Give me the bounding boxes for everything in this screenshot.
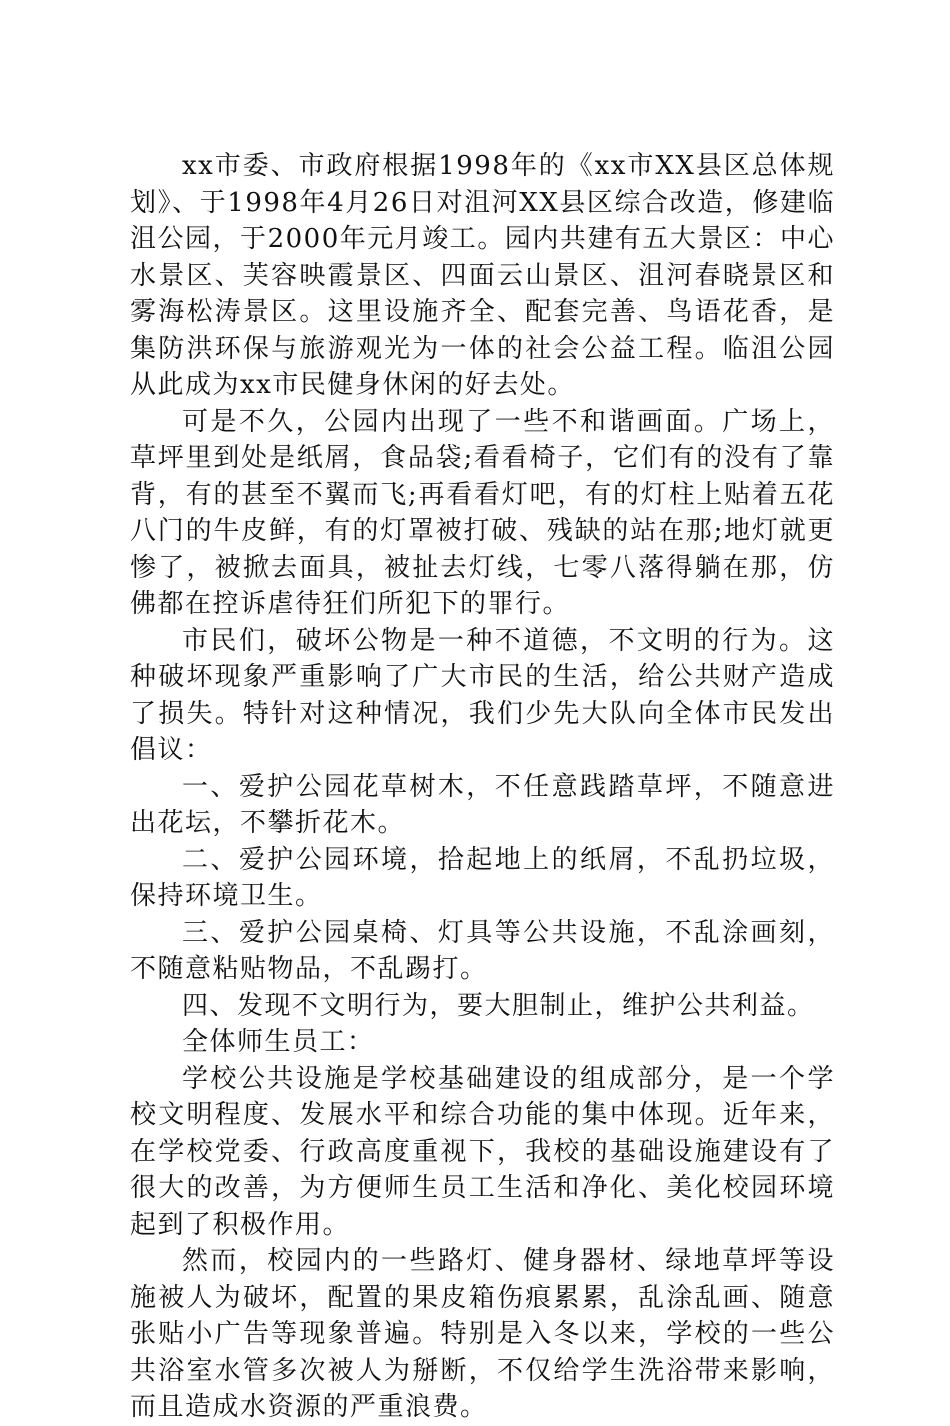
salutation: 全体师生员工： bbox=[182, 1027, 375, 1057]
proposal-item-3: 三、爱护公园桌椅、灯具等公共设施，不乱涂画刻，不随意粘贴物品，不乱踢打。 bbox=[130, 917, 835, 984]
paragraph-school-facilities: 学校公共设施是学校基础建设的组成部分，是一个学校文明程度、发展水平和综合功能的集中体现。近年来，在学校党委、行政高度重视下，我校的基础设施建设有了很大的改善，为方便师生员工生活和净化、美化校园环境起到了积极作用。 bbox=[130, 1063, 835, 1240]
proposal-item-1: 一、爱护公园花草树木，不任意践踏草坪，不随意进出花坛，不攀折花木。 bbox=[130, 771, 835, 838]
paragraph-school-damage: 然而，校园内的一些路灯、健身器材、绿地草坪等设施被人为破坏，配置的果皮箱伤痕累累，乱涂乱画、随意张贴小广告等现象普遍。特别是入冬以来，学校的一些公共浴室水管多次被人为掰断，不仅给学生洗浴带来影响，而且造成水资源的严重浪费。 bbox=[130, 1246, 835, 1422]
document-body bbox=[130, 148, 835, 1426]
paragraph-park-history: xx市委、市政府根据1998年的《xx市XX县区总体规划》、于1998年4月26日对沮河XX县区综合改造，修建临沮公园，于2000年元月竣工。园内共建有五大景区：中心水景区、芙容映霞景区、四面云山景区、沮河春晓景区和雾海松涛景区。这里设施齐全、配套完善、鸟语花香，是集防洪环保与旅游观光为一体的社会公益工程。临沮公园从此成为xx市民健身休闲的好去处。 bbox=[130, 151, 835, 400]
paragraph-appeal-intro: 市民们，破坏公物是一种不道德，不文明的行为。这种破坏现象严重影响了广大市民的生活，给公共财产造成了损失。特针对这种情况，我们少先大队向全体市民发出倡议： bbox=[130, 625, 835, 765]
proposal-item-2: 二、爱护公园环境，拾起地上的纸屑，不乱扔垃圾，保持环境卫生。 bbox=[130, 844, 835, 911]
paragraph-park-damage: 可是不久，公园内出现了一些不和谐画面。广场上，草坪里到处是纸屑，食品袋;看看椅子，它们有的没有了靠背，有的甚至不翼而飞;再看看灯吧，有的灯柱上贴着五花八门的牛皮鲜，有的灯罩被打破、残缺的站在那;地灯就更惨了，被掀去面具，被扯去灯线，七零八落得躺在那，仿佛都在控诉虐待狂们所犯下的罪行。 bbox=[130, 406, 835, 619]
proposal-item-4: 四、发现不文明行为，要大胆制止，维护公共利益。 bbox=[182, 990, 815, 1021]
